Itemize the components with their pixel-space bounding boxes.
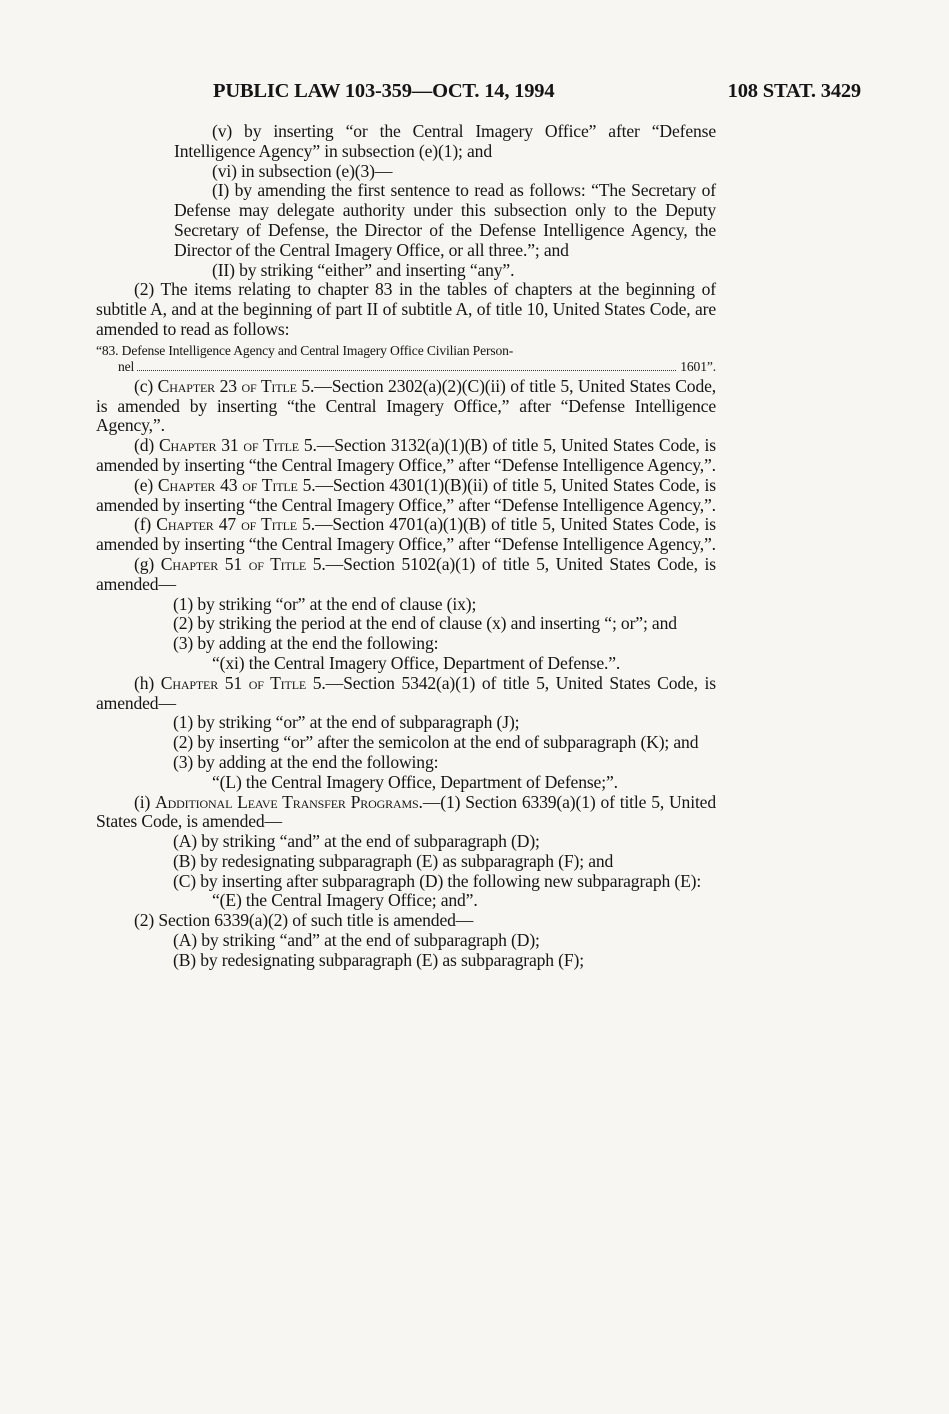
paragraph <box>96 674 716 714</box>
paragraph-text: (B) by redesignating subparagraph (E) as subparagraph (F); <box>173 949 584 970</box>
subsection-heading: Chapter 31 of Title 5. <box>158 435 317 456</box>
paragraph-text: (B) by redesignating subparagraph (E) as subparagraph (F); and <box>173 850 614 871</box>
toc-leader-dots <box>137 370 676 371</box>
paragraph-text: (1) by striking “or” at the end of clause (ix); <box>173 593 477 614</box>
subsection-heading: Chapter 51 of Title 5. <box>160 553 326 574</box>
subsection-marker: (f) <box>134 514 157 535</box>
paragraph-text: —Section 5102(a)(1) of title 5, United States Code, is amended— <box>96 553 716 594</box>
subsection-marker: (d) <box>134 435 159 456</box>
paragraph-text: (2) Section 6339(a)(2) of such title is amended— <box>134 910 474 931</box>
paragraph <box>96 891 716 911</box>
paragraph <box>96 476 716 516</box>
paragraph <box>96 872 716 892</box>
paragraph <box>96 773 716 793</box>
paragraph <box>96 654 716 674</box>
paragraph: (I) by amending the first sentence to read as follows: “The Secretary of Defense may delegate authority under this subsection only to the Deputy Secretary of Defense, the Director of the Defense Intelligence Agency, the Director of the Central Imagery Office, or all three.”; and <box>174 180 716 260</box>
paragraph-text: “(xi) the Central Imagery Office, Department of Defense.”. <box>212 652 621 673</box>
paragraph: (vi) in subsection (e)(3)— <box>212 160 393 181</box>
paragraph-text: (1) by striking “or” at the end of subparagraph (J); <box>173 712 520 733</box>
subsection-marker: (g) <box>134 553 161 574</box>
paragraph <box>96 733 716 753</box>
paragraph: (v) by inserting “or the Central Imagery Office” after “Defense Intelligence Agency” in subsection (e)(1); and <box>174 121 716 161</box>
paragraph-text: —Section 3132(a)(1)(B) of title 5, United States Code, is amended by inserting “the Central Imagery Office,” after “Defense Intelligence Agency,”. <box>96 435 716 475</box>
paragraph-text: —Section 4301(1)(B)(ii) of title 5, United States Code, is amended by inserting “the Central Imagery Office,” after “Defense Intelligence Agency,”. <box>96 474 716 515</box>
paragraph-text: —(1) Section 6339(a)(1) of title 5, United States Code, is amended— <box>96 791 716 832</box>
subsection-marker: (c) <box>134 375 158 396</box>
paragraph-text: (2) by inserting “or” after the semicolon at the end of subparagraph (K); and <box>173 732 699 753</box>
subsection-heading: Chapter 51 of Title 5. <box>160 672 326 693</box>
paragraph-text: (A) by striking “and” at the end of subparagraph (D); <box>173 930 540 951</box>
paragraph <box>96 931 716 951</box>
paragraph-text: —Section 5342(a)(1) of title 5, United States Code, is amended— <box>96 672 716 713</box>
paragraph <box>96 753 716 773</box>
subsection-marker: (e) <box>134 474 158 495</box>
subsection-heading: Additional Leave Transfer Programs. <box>155 791 423 812</box>
paragraph <box>96 911 716 931</box>
paragraph <box>96 832 716 852</box>
subsection-heading: Chapter 23 of Title 5. <box>157 375 315 396</box>
subsection-heading: Chapter 47 of Title 5. <box>156 514 315 535</box>
paragraph-text: —Section 4701(a)(1)(B) of title 5, United States Code, is amended by inserting “the Central Imagery Office,” after “Defense Intelligence Agency,”. <box>96 514 716 555</box>
chapter-table-entry <box>96 343 716 375</box>
paragraph-text: “(E) the Central Imagery Office; and”. <box>212 890 478 911</box>
paragraph <box>96 634 716 654</box>
paragraph <box>96 614 716 634</box>
subsection-marker: (i) <box>134 791 156 812</box>
header-title: PUBLIC LAW 103-359—OCT. 14, 1994 <box>213 80 555 102</box>
paragraph-text: —Section 2302(a)(2)(C)(ii) of title 5, United States Code, is amended by inserting “the Central Imagery Office,” after “Defense Intelligence Agency,”. <box>96 375 716 436</box>
paragraph-text: (C) by inserting after subparagraph (D) the following new subparagraph (E): <box>173 870 702 891</box>
paragraph-text: (3) by adding at the end the following: <box>173 633 439 654</box>
body-text <box>96 122 716 971</box>
paragraph <box>96 852 716 872</box>
paragraph-text: (A) by striking “and” at the end of subparagraph (D); <box>173 831 540 852</box>
paragraph-text: “(L) the Central Imagery Office, Department of Defense;”. <box>212 771 618 792</box>
toc-entry-line2: nel <box>118 358 135 374</box>
paragraph-text: (2) by striking the period at the end of clause (x) and inserting “; or”; and <box>173 613 677 634</box>
paragraph <box>96 951 716 971</box>
paragraph <box>96 713 716 733</box>
paragraph-text: (3) by adding at the end the following: <box>173 751 439 772</box>
toc-entry-line1: “83. Defense Intelligence Agency and Central Imagery Office Civilian Person- <box>96 342 514 358</box>
paragraph <box>96 377 716 436</box>
subsection-marker: (h) <box>134 672 161 693</box>
paragraph: (2) The items relating to chapter 83 in the tables of chapters at the beginning of subtitle A, and at the beginning of part II of subtitle A, of title 10, United States Code, are amended to read as follows: <box>96 279 716 339</box>
paragraph <box>96 793 716 833</box>
toc-page-ref: 1601”. <box>680 358 716 374</box>
paragraph <box>96 436 716 476</box>
paragraph: (II) by striking “either” and inserting “any”. <box>212 259 515 280</box>
subsection-heading: Chapter 43 of Title 5. <box>157 474 316 495</box>
paragraph <box>96 595 716 615</box>
paragraph <box>96 515 716 555</box>
paragraph <box>96 555 716 595</box>
header-stat-page: 108 STAT. 3429 <box>727 80 861 102</box>
